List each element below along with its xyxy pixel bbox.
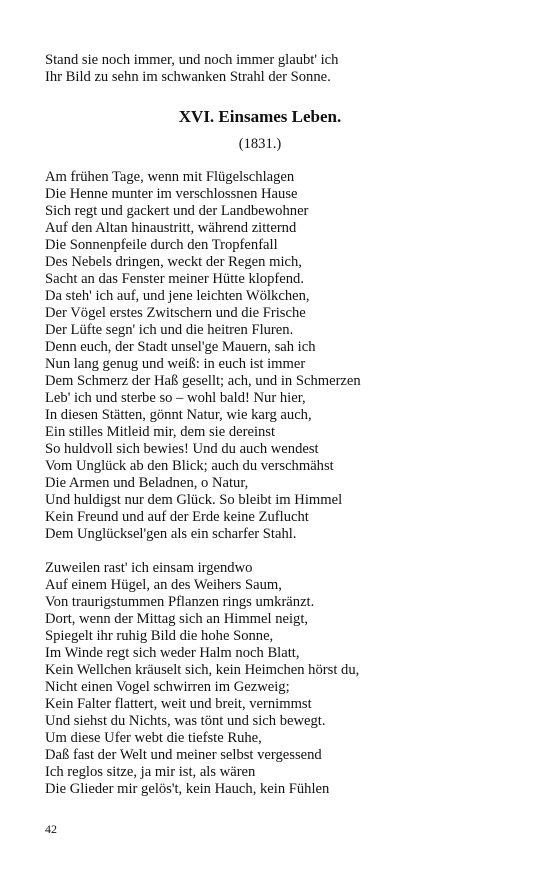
verse-line: Die Sonnenpfeile durch den Tropfenfall: [45, 237, 278, 253]
verse-line: Nun lang genug und weiß: in euch ist immer: [45, 356, 306, 372]
verse-line: Sacht an das Fenster meiner Hütte klopfend.: [45, 271, 304, 287]
verse-line: Die Armen und Beladnen, o Natur,: [45, 475, 249, 491]
verse-line: Die Henne munter im verschlossnen Hause: [45, 186, 298, 202]
verse-line: In diesen Stätten, gönnt Natur, wie karg auch,: [45, 407, 312, 423]
verse-line: Sich regt und gackert und der Landbewohner: [45, 203, 309, 219]
verse-line: Ein stilles Mitleid mir, dem sie dereinst: [45, 424, 276, 440]
verse-line: Auf den Altan hinaustritt, während zitternd: [45, 220, 297, 236]
verse-line: Auf einem Hügel, an des Weihers Saum,: [45, 577, 282, 593]
verse-line: Und huldigst nur dem Glück. So bleibt im Himmel: [45, 492, 343, 508]
verse-line: Der Lüfte segn' ich und die heitren Fluren.: [45, 322, 294, 338]
verse-line: Am frühen Tage, wenn mit Flügelschlagen: [45, 169, 295, 185]
verse-line: Die Glieder mir gelös't, kein Hauch, kein Fühlen: [45, 781, 330, 797]
verse-line: Da steh' ich auf, und jene leichten Wölkchen,: [45, 288, 310, 304]
verse-line: Und siehst du Nichts, was tönt und sich bewegt.: [45, 713, 326, 729]
poem-title: XVI. Einsames Leben.: [178, 107, 342, 126]
verse-line: Der Vögel erstes Zwitschern und die Frische: [45, 305, 306, 321]
verse-line: Im Winde regt sich weder Halm noch Blatt,: [45, 645, 300, 661]
poem-date: (1831.): [238, 136, 282, 152]
verse-line: Kein Freund und auf der Erde keine Zuflucht: [45, 509, 309, 525]
verse-line: Dem Schmerz der Haß gesellt; ach, und in Schmerzen: [45, 373, 361, 389]
verse-line: Dort, wenn der Mittag sich an Himmel neigt,: [45, 611, 309, 627]
verse-line: Kein Wellchen kräuselt sich, kein Heimchen hörst du,: [45, 662, 360, 678]
verse-line: Um diese Ufer webt die tiefste Ruhe,: [45, 730, 262, 746]
verse-line: Von traurigstummen Pflanzen rings umkränzt.: [45, 594, 315, 610]
verse-line: Leb' ich und sterbe so – wohl bald! Nur hier,: [45, 390, 306, 406]
verse-line: Vom Unglück ab den Blick; auch du verschmähst: [45, 458, 334, 474]
verse-line: Des Nebels dringen, weckt der Regen mich,: [45, 254, 302, 270]
continuation-line: Stand sie noch immer, und noch immer glaubt' ich: [45, 52, 339, 68]
verse-line: So huldvoll sich bewies! Und du auch wendest: [45, 441, 319, 457]
verse-line: Kein Falter flattert, weit und breit, vernimmst: [45, 696, 312, 712]
verse-line: Denn euch, der Stadt unsel'ge Mauern, sah ich: [45, 339, 316, 355]
verse-line: Zuweilen rast' ich einsam irgendwo: [45, 560, 253, 576]
verse-line: Ich reglos sitze, ja mir ist, als wären: [45, 764, 256, 780]
verse-line: Dem Unglücksel'gen als ein scharfer Stahl.: [45, 526, 297, 542]
verse-line: Daß fast der Welt und meiner selbst vergessend: [45, 747, 322, 763]
continuation-line: Ihr Bild zu sehn im schwanken Strahl der Sonne.: [45, 69, 331, 85]
page-number: 42: [45, 822, 57, 836]
verse-line: Nicht einen Vogel schwirren im Gezweig;: [45, 679, 290, 695]
verse-line: Spiegelt ihr ruhig Bild die hohe Sonne,: [45, 628, 274, 644]
